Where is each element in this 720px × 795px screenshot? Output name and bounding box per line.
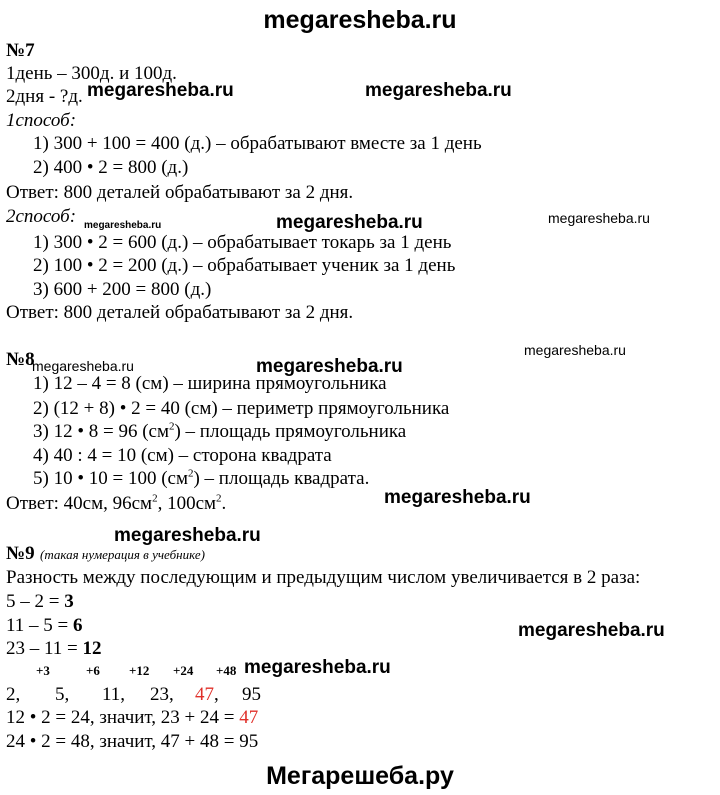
footer-site-title: Мегарешеба.ру xyxy=(266,762,454,790)
task7-answer2: Ответ: 800 деталей обрабатывают за 2 дня. xyxy=(6,302,354,323)
task7-method1-heading: 1способ: xyxy=(6,110,77,131)
watermark: megaresheba.ru xyxy=(84,220,162,231)
increment: +24 xyxy=(173,663,194,678)
seq-item: 11, xyxy=(102,684,126,705)
task7-given-2: 2дня - ?д. xyxy=(6,86,83,107)
watermark: megaresheba.ru xyxy=(548,210,650,226)
task7-method2-step2: 2) 100 • 2 = 200 (д.) – обрабатывает ученик за 1 день xyxy=(33,255,456,276)
seq-separator: , xyxy=(214,684,219,705)
task9-diff3: 23 – 11 = 12 xyxy=(6,638,102,659)
task9-calc1: 12 • 2 = 24, значит, 23 + 24 = 47 xyxy=(6,707,259,728)
task8-title: №8 xyxy=(6,349,35,370)
seq-item: 23, xyxy=(150,684,174,705)
task9-title: №9 xyxy=(6,543,35,564)
watermark: megaresheba.ru xyxy=(384,487,531,508)
watermark: megaresheba.ru xyxy=(256,356,403,377)
task7-title: №7 xyxy=(6,40,35,61)
task8-step4: 4) 40 : 4 = 10 (см) – сторона квадрата xyxy=(33,445,332,466)
seq-item: 95 xyxy=(242,684,261,705)
seq-item-highlight: 47 xyxy=(195,684,214,705)
task7-given-1: 1день – 300д. и 100д. xyxy=(6,63,177,84)
task9-intro: Разность между последующим и предыдущим числом увеличивается в 2 раза: xyxy=(6,567,641,588)
task7-answer1: Ответ: 800 деталей обрабатывают за 2 дня. xyxy=(6,182,354,203)
task8-step5: 5) 10 • 10 = 100 $(см^2)$ – площадь квадрата. xyxy=(33,467,370,489)
seq-item: 2, xyxy=(6,684,21,705)
watermark: megaresheba.ru xyxy=(32,358,134,374)
watermark: megaresheba.ru xyxy=(518,620,665,641)
task8-step1: 1) 12 – 4 = 8 (см) – ширина прямоугольника xyxy=(33,373,387,394)
task7-method2-heading: 2способ: xyxy=(6,206,77,227)
increment: +48 xyxy=(216,663,237,678)
watermark: megaresheba.ru xyxy=(244,657,391,678)
watermark: megaresheba.ru xyxy=(365,80,512,101)
task8-step3: 3) 12 • 8 = 96 $(см^2)$ – площадь прямоугольника xyxy=(33,420,407,442)
seq-item: 5, xyxy=(55,684,70,705)
watermark: megaresheba.ru xyxy=(114,525,261,546)
task9-diff2: 11 – 5 = 6 xyxy=(6,615,83,636)
task7-method1-step1: 1) 300 + 100 = 400 (д.) – обрабатывают вместе за 1 день xyxy=(33,133,482,154)
task7-method2-step1: 1) 300 • 2 = 600 (д.) – обрабатывает токарь за 1 день xyxy=(33,232,452,253)
task7-method2-step3: 3) 600 + 200 = 800 (д.) xyxy=(33,279,212,300)
watermark: megaresheba.ru xyxy=(87,80,234,101)
task9-note: (такая нумерация в учебнике) xyxy=(40,547,205,562)
task7-method1-step2: 2) 400 • 2 = 800 (д.) xyxy=(33,157,189,178)
increment: +3 xyxy=(36,663,50,678)
watermark: megaresheba.ru xyxy=(524,342,626,358)
increment: +6 xyxy=(86,663,100,678)
task8-answer: Ответ: 40см, $96см^2$, $100см^2$. xyxy=(6,492,227,514)
increment: +12 xyxy=(129,663,150,678)
task9-calc2: 24 • 2 = 48, значит, 47 + 48 = 95 xyxy=(6,731,259,752)
watermark: megaresheba.ru xyxy=(276,212,423,233)
task8-step2: 2) (12 + 8) • 2 = 40 (см) – периметр прямоугольника xyxy=(33,398,450,419)
header-site-title: megaresheba.ru xyxy=(263,6,457,34)
task9-diff1: 5 – 2 = 3 xyxy=(6,591,74,612)
